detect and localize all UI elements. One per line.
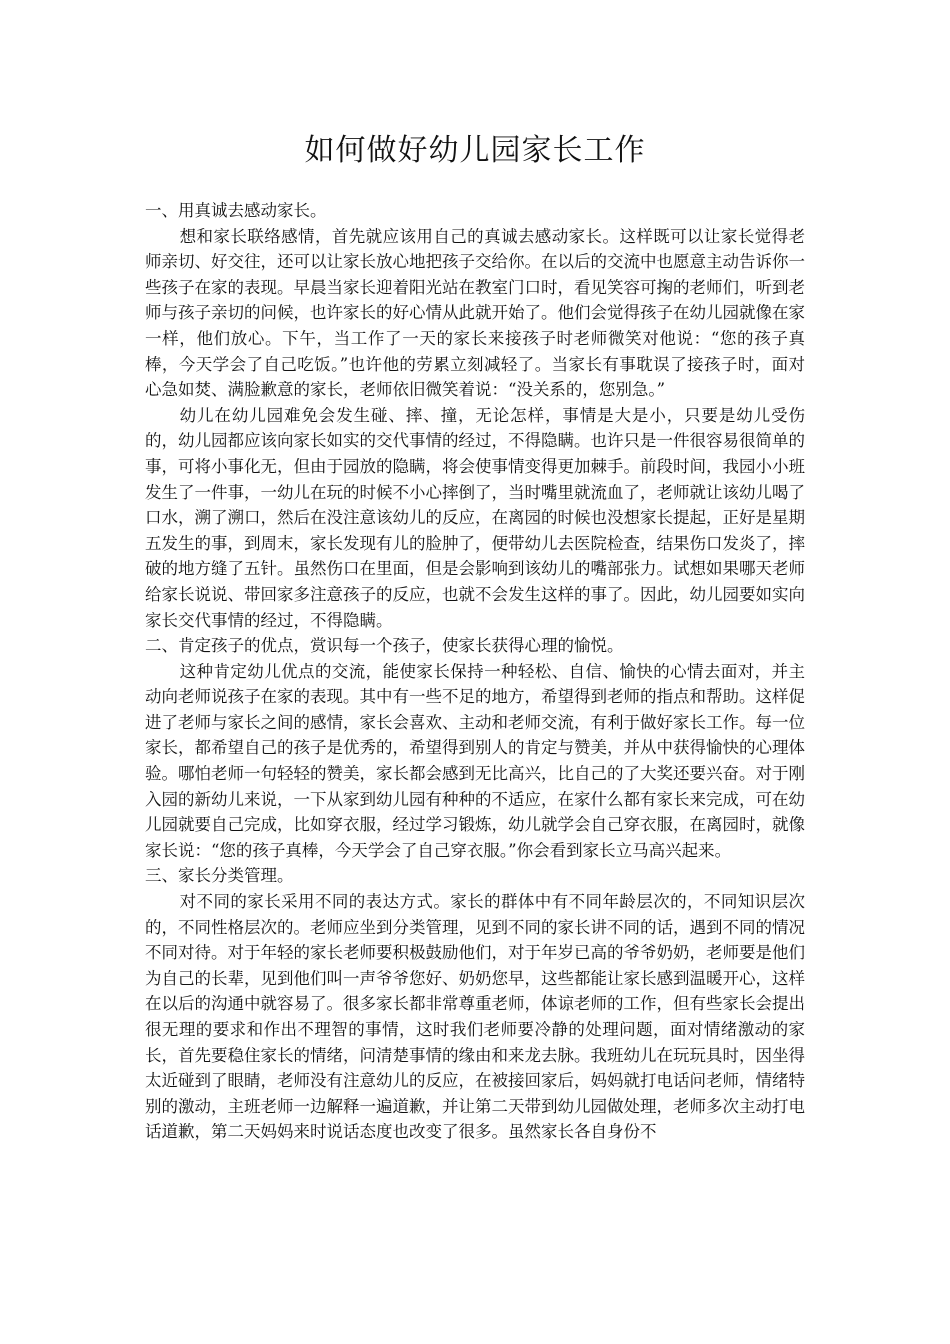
body-paragraph: 幼儿在幼儿园难免会发生碰、摔、撞，无论怎样，事情是大是小，只要是幼儿受伤的，幼儿园都应该向家长如实的交代事情的经过，不得隐瞒。也许只是一件很容易很简单的事，可将小事化无，但由于园放的隐瞒，将会使事情变得更加棘手。前段时间，我园小小班发生了一件事，一幼儿在玩的时候不小心摔倒了，当时嘴里就流血了，老师就让该幼儿喝了口水，溯了溯口，然后在没注意该幼儿的反应，在离园的时候也没想家长提起，正好是星期五发生的事，到周末，家长发现有儿的脸肿了，便带幼儿去医院检查，结果伤口发炎了，摔破的地方缝了五针。虽然伤口在里面，但是会影响到该幼儿的嘴部张力。试想如果哪天老师给家长说说、带回家多注意孩子的反应，也就不会发生这样的事了。因此，幼儿园要如实向家长交代事情的经过，不得隐瞒。 bbox=[145, 405, 805, 630]
section-heading-1: 一、用真诚去感动家长。 bbox=[145, 201, 327, 220]
document-title: 如何做好幼儿园家长工作 bbox=[304, 133, 646, 168]
section-heading-2: 二、肯定孩子的优点，赏识每一个孩子，使家长获得心理的愉悦。 bbox=[145, 636, 624, 656]
body-paragraph: 对不同的家长采用不同的表达方式。家长的群体中有不同年龄层次的，不同知识层次的，不同性格层次的。老师应坐到分类管理，见到不同的家长讲不同的话，遇到不同的情况不同对待。对于年轻的家长老师要积极鼓励他们，对于年岁已高的爷爷奶奶，老师要是他们为自己的长辈，见到他们叫一声爷爷您好、奶奶您早，这些都能让家长感到温暖开心，这样在以后的沟通中就容易了。很多家长都非常尊重老师，体谅老师的工作，但有些家长会提出很无理的要求和作出不理智的事情，这时我们老师要冷静的处理问题，面对情绪激动的家长，首先要稳住家长的情绪，问清楚事情的缘由和来龙去脉。我班幼儿在玩玩具时，因坐得太近碰到了眼睛，老师没有注意幼儿的反应，在被接回家后，妈妈就打电话问老师，情绪特别的激动，主班老师一边解释一遍道歉，并让第二天带到幼儿园做处理，老师多次主动打电话道歉，第二天妈妈来时说话态度也改变了很多。虽然家长各自身份不 bbox=[145, 892, 805, 1142]
body-paragraph: 这种肯定幼儿优点的交流，能使家长保持一种轻松、自信、愉快的心情去面对，并主动向老师说孩子在家的表现。其中有一些不足的地方，希望得到老师的指点和帮助。这样促进了老师与家长之间的感情，家长会喜欢、主动和老师交流，有利于做好家长工作。每一位家长，都希望自己的孩子是优秀的，希望得到别人的肯定与赞美，并从中获得愉快的心理体验。哪怕老师一句轻轻的赞美，家长都会感到无比高兴，比自己的了大奖还要兴奋。对于刚入园的新幼儿来说，一下从家到幼儿园有种种的不适应，在家什么都有家长来完成，可在幼儿园就要自己完成，比如穿衣服，经过学习锻炼，幼儿就学会自己穿衣服，在离园时，就像家长说：“您的孩子真棒，今天学会了自己穿衣服。”你会看到家长立马高兴起来。 bbox=[145, 661, 805, 860]
document-body bbox=[145, 198, 805, 1145]
section-heading-3: 三、家长分类管理。 bbox=[145, 866, 294, 886]
body-paragraph: 想和家长联络感情，首先就应该用自己的真诚去感动家长。这样既可以让家长觉得老师亲切、好交往，还可以让家长放心地把孩子交给你。在以后的交流中也愿意主动告诉你一些孩子在家的表现。早晨当家长迎着阳光站在教室门口时，看见笑容可掬的老师们，听到老师与孩子亲切的问候，也许家长的好心情从此就开始了。他们会觉得孩子在幼儿园就像在家一样，他们放心。下午，当工作了一天的家长来接孩子时老师微笑对他说：“您的孩子真棒，今天学会了自己吃饭。”也许他的劳累立刻减轻了。当家长有事耽误了接孩子时，面对心急如焚、满脸歉意的家长，老师依旧微笑着说：“没关系的，您别急。” bbox=[145, 226, 805, 400]
